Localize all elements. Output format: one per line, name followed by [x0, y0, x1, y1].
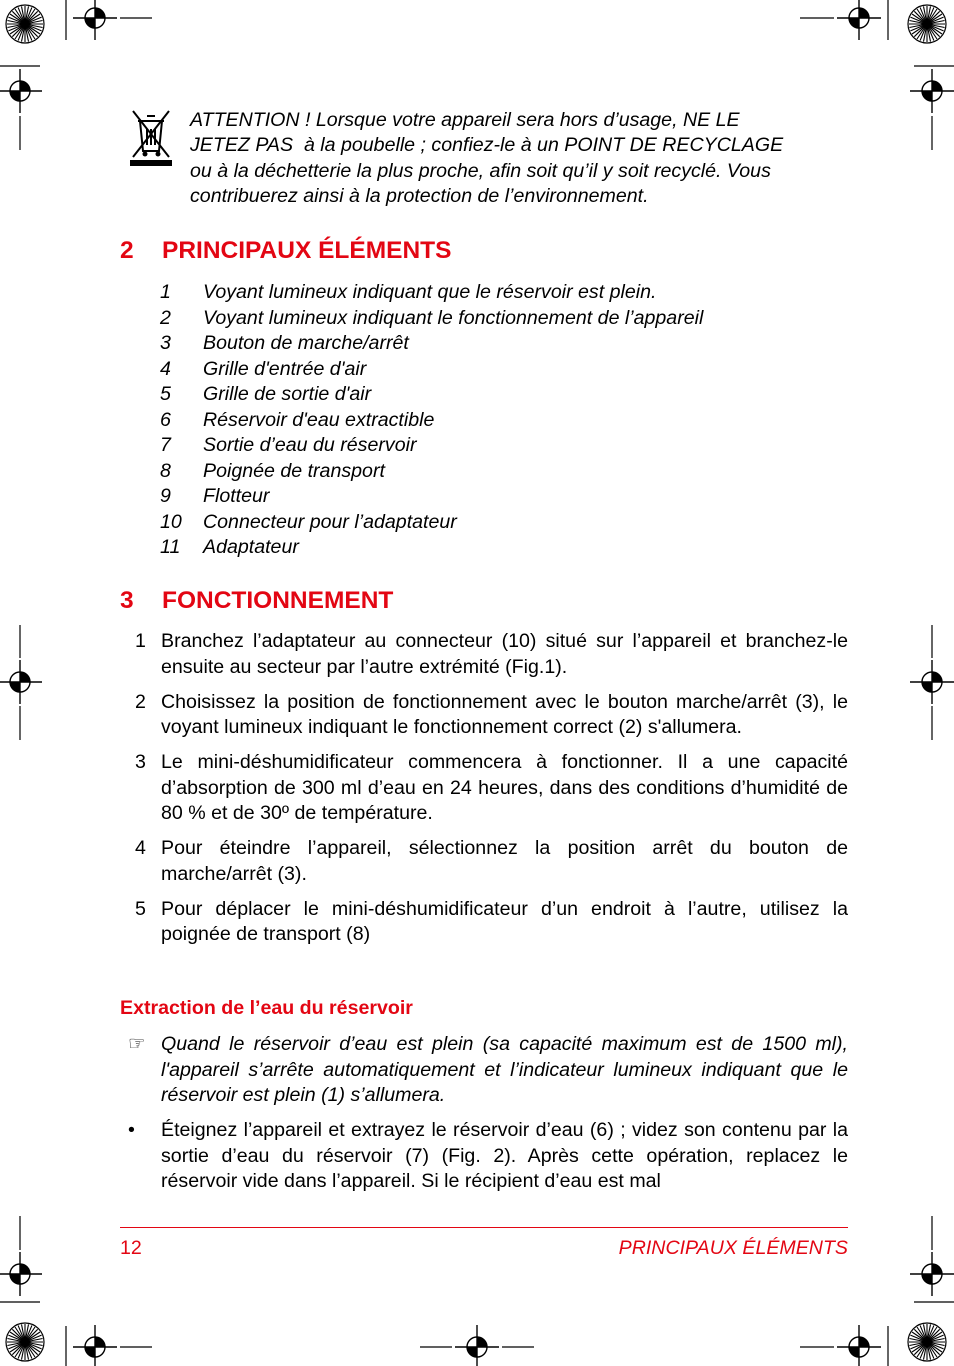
item-number: 11 [160, 536, 181, 558]
step-item [120, 836, 848, 887]
item-number: 9 [160, 485, 171, 507]
list-item [160, 459, 850, 485]
item-text: Connecteur pour l’adaptateur [203, 510, 457, 533]
item-text: Réservoir d'eau extractible [203, 408, 435, 431]
item-text: Sortie d’eau du réservoir [203, 434, 417, 456]
step-item [120, 629, 848, 680]
registration-rosette-icon [6, 1323, 44, 1361]
weee-notice-line: contribuerez ainsi à la protection de l’environnement. [190, 185, 649, 208]
item-number: 6 [160, 408, 171, 431]
crosshair-mark-icon [910, 69, 954, 113]
item-number: 5 [160, 383, 171, 405]
item-number: 8 [160, 459, 171, 482]
step-text: Pour éteindre l’appareil, sélectionnez la position arrêt du bouton de marche/arrêt (3). [161, 837, 848, 885]
item-text: Grille d'entrée d'air [203, 357, 367, 380]
item-number: 2 [160, 306, 171, 329]
item-text: Voyant lumineux indiquant que le réservoir est plein. [203, 281, 657, 303]
crosshair-mark-icon [0, 1252, 42, 1296]
crosshair-mark-icon [837, 0, 881, 40]
registration-rosette-icon [908, 1323, 946, 1361]
crosshair-mark-icon [455, 1325, 499, 1366]
item-number: 7 [160, 434, 171, 456]
pointing-hand-icon: ☞ [128, 1033, 146, 1055]
note-text: Éteignez l’appareil et extrayez le réservoir d’eau (6) ; videz son contenu par la sortie d’eau du réservoir (7) (Fig. 2). Après cette opération, replacez le réservoir vide dans l’appareil. Si le récipient d’eau est mal [161, 1119, 848, 1192]
step-text: Le mini-déshumidificateur commencera à fonctionner. Il a une capacité d’absorption de 300 ml d’eau en 24 heures, dans des conditions d’humidité de 80 % et de 30º de température. [161, 751, 848, 824]
list-item [160, 510, 850, 536]
subsection-title: Extraction de l’eau du réservoir [120, 997, 413, 1019]
page-number: 12 [120, 1237, 142, 1259]
step-text: Branchez l’adaptateur au connecteur (10) situé sur l’appareil et branchez-le ensuite au secteur par l’autre extrémité (Fig.1). [161, 630, 848, 678]
registration-rosette-icon [908, 5, 946, 43]
bullet-icon: • [128, 1119, 135, 1141]
step-text: Pour déplacer le mini-déshumidificateur d’un endroit à l’autre, utilisez la poignée de transport (8) [161, 897, 848, 945]
item-text: Poignée de transport [203, 459, 385, 482]
step-item [120, 897, 848, 948]
note-item [120, 1032, 848, 1109]
list-item [160, 484, 850, 510]
list-item [160, 535, 850, 561]
operation-steps [120, 629, 848, 957]
crosshair-mark-icon [910, 1252, 954, 1296]
footer-section-name: PRINCIPAUX ÉLÉMENTS [618, 1237, 848, 1259]
item-number: 10 [160, 510, 182, 533]
weee-notice-line: JETEZ PAS à la poubelle ; confiez-le à un POINT DE RECYCLAGE [190, 134, 784, 157]
list-item [160, 408, 850, 434]
section-heading-operation [120, 587, 393, 615]
step-item [120, 750, 848, 827]
list-item [160, 306, 850, 332]
crosshair-mark-icon [910, 660, 954, 704]
section-title: FONCTIONNEMENT [162, 587, 394, 614]
crosshair-mark-icon [837, 1325, 881, 1366]
step-number: 3 [135, 751, 146, 773]
registration-rosette-icon [6, 5, 44, 43]
crosshair-mark-icon [0, 69, 42, 113]
weee-notice-line: ATTENTION ! Lorsque votre appareil sera hors d’usage, NE LE [190, 109, 740, 131]
step-number: 2 [135, 690, 146, 713]
weee-notice-line: ou à la déchetterie la plus proche, afin soit qu’il y soit recyclé. Vous [190, 159, 771, 182]
list-item [160, 331, 850, 357]
step-item [120, 690, 848, 741]
item-text: Grille de sortie d'air [203, 383, 372, 405]
item-text: Voyant lumineux indiquant le fonctionnement de l’appareil [203, 306, 704, 329]
crosshair-mark-icon [0, 660, 42, 704]
parts-list [160, 280, 850, 561]
extraction-notes [120, 1032, 848, 1204]
item-number: 3 [160, 332, 171, 354]
list-item [160, 433, 850, 459]
step-number: 5 [135, 897, 146, 920]
crosshair-mark-icon [73, 0, 117, 40]
step-number: 1 [135, 630, 146, 652]
step-number: 4 [135, 837, 146, 859]
list-item [160, 357, 850, 383]
note-item [120, 1118, 848, 1195]
crossed-out-wheelie-bin-icon [129, 107, 173, 167]
item-text: Flotteur [203, 485, 270, 507]
crosshair-mark-icon [73, 1325, 117, 1366]
section-number: 3 [120, 587, 134, 614]
item-number: 4 [160, 357, 171, 380]
item-text: Adaptateur [203, 536, 299, 558]
note-text: Quand le réservoir d’eau est plein (sa capacité maximum est de 1500 ml), l'appareil s’arrête automatiquement et l’indicateur lumineux indiquant que le réservoir est plein (1) s’allumera. [161, 1033, 848, 1106]
section-title: PRINCIPAUX ÉLÉMENTS [162, 237, 452, 264]
list-item [160, 280, 850, 306]
step-text: Choisissez la position de fonctionnement avec le bouton marche/arrêt (3), le voyant lumineux indiquant le fonctionnement correct (2) s'allumera. [161, 690, 848, 738]
section-heading-main-parts [120, 237, 452, 265]
section-number: 2 [120, 237, 134, 264]
footer-rule [120, 1227, 848, 1228]
item-number: 1 [160, 281, 171, 303]
item-text: Bouton de marche/arrêt [203, 332, 409, 354]
list-item [160, 382, 850, 408]
weee-notice-text [190, 108, 850, 210]
